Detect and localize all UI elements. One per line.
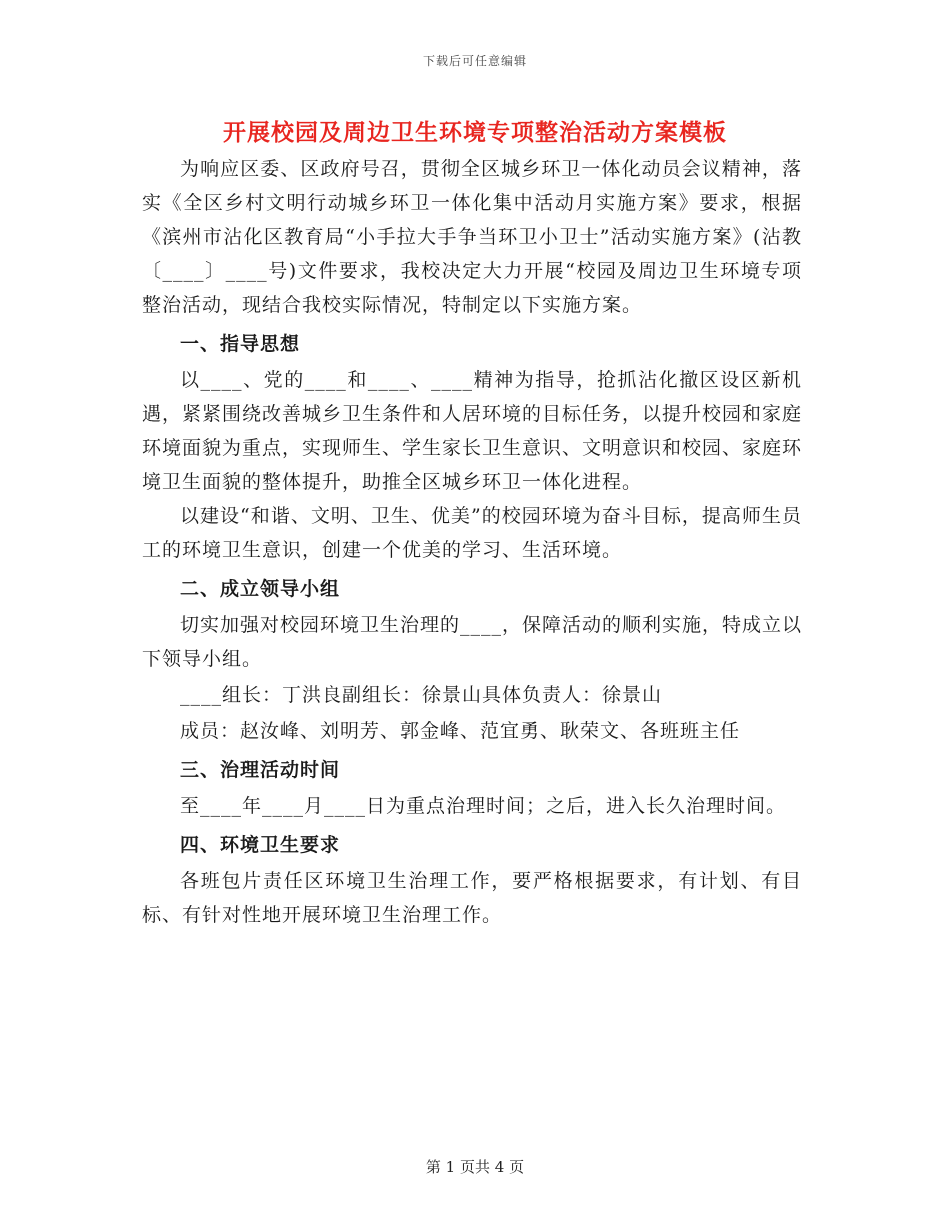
page-header-note: 下载后可任意编辑 <box>422 54 527 68</box>
leadership-leaders-line: ____组长：丁洪良副组长：徐景山具体负责人：徐景山 <box>180 684 663 706</box>
intro-paragraph: 为响应区委、区政府号召，贯彻全区城乡环卫一体化动员会议精神，落实《全区乡村文明行动城乡环卫一体化集中活动月实施方案》要求，根据《滨州市沾化区教育局“小手拉大手争当环卫小卫士”活动实施方案》(沾教〔____〕____号)文件要求，我校决定大力开展“校园及周边卫生环境专项整治活动，现结合我校实际情况，特制定以下实施方案。 <box>142 158 802 316</box>
section-heading-activity-time: 三、治理活动时间 <box>180 759 341 781</box>
section-heading-hygiene-requirements: 四、环境卫生要求 <box>180 834 341 856</box>
page-number: 第 1 页共 4 页 <box>425 1158 525 1176</box>
section-heading-guiding-ideology: 一、指导思想 <box>180 333 301 355</box>
section-paragraph: 以建设“和谐、文明、卫生、优美”的校园环境为奋斗目标，提高师生员工的环境卫生意识，创建一个优美的学习、生活环境。 <box>142 505 802 561</box>
section-paragraph: 以____、党的____和____、____精神为指导，抢抓沾化撤区设区新机遇，紧紧围绕改善城乡卫生条件和人居环境的目标任务，以提升校园和家庭环境面貌为重点，实现师生、学生家长卫生意识、文明意识和校园、家庭环境卫生面貌的整体提升，助推全区城乡环卫一体化进程。 <box>142 369 803 493</box>
section-heading-leadership-group: 二、成立领导小组 <box>180 578 341 600</box>
document-body <box>142 152 802 932</box>
document-title: 开展校园及周边卫生环境专项整治活动方案模板 <box>223 119 727 146</box>
section-paragraph: 各班包片责任区环境卫生治理工作，要严格根据要求，有计划、有目标、有针对性地开展环境卫生治理工作。 <box>142 870 802 926</box>
leadership-members-line: 成员：赵汝峰、刘明芳、郭金峰、范宜勇、耿荣文、各班班主任 <box>180 720 741 742</box>
section-paragraph: 切实加强对校园环境卫生治理的____，保障活动的顺利实施，特成立以下领导小组。 <box>142 614 803 670</box>
section-paragraph: 至____年____月____日为重点治理时间；之后，进入长久治理时间。 <box>180 795 787 817</box>
